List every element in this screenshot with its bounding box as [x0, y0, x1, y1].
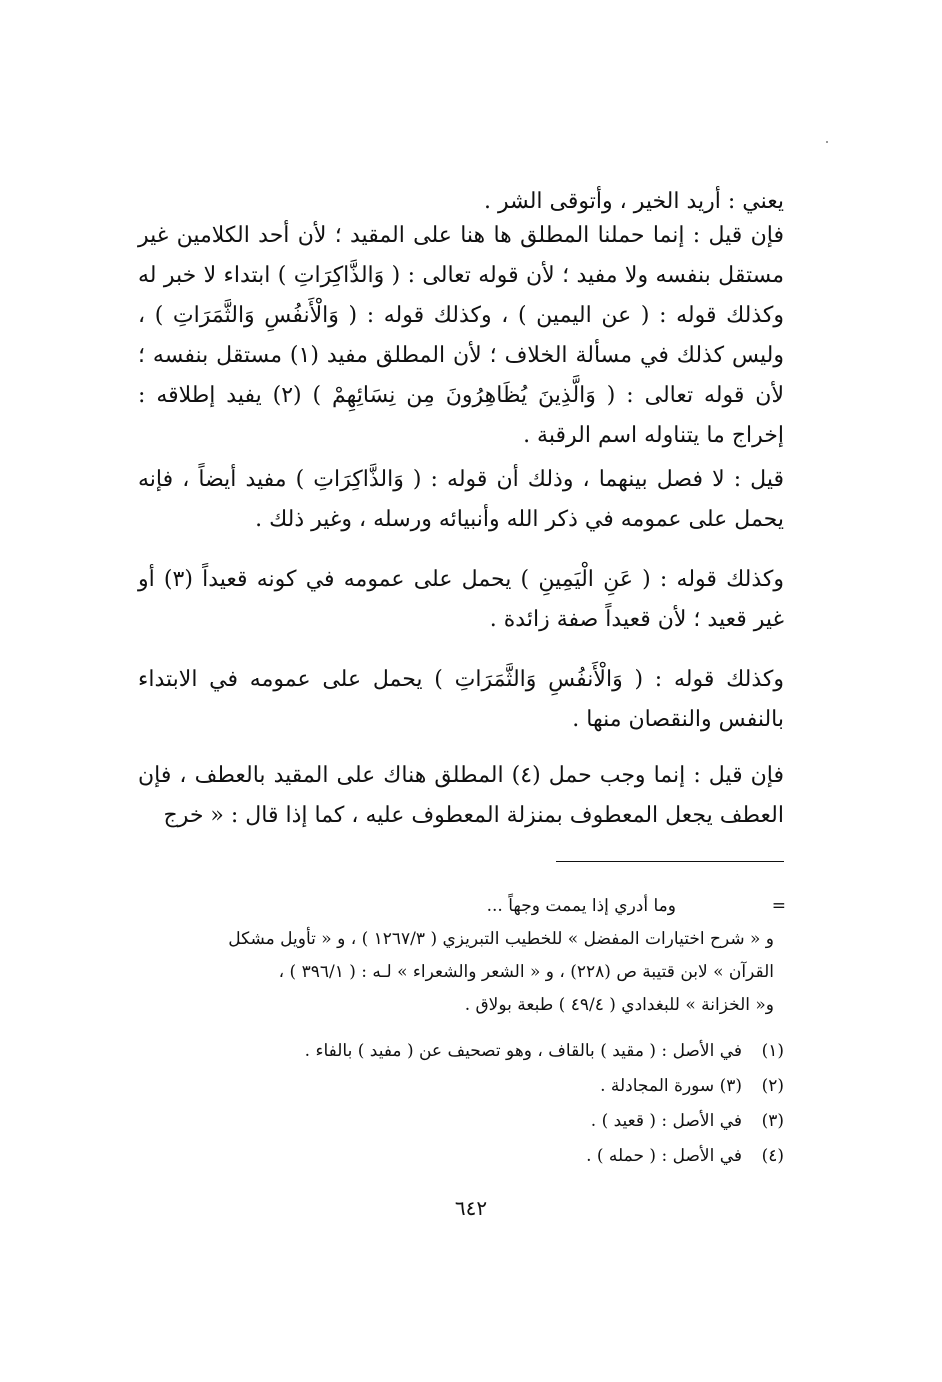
body-paragraph-3 — [138, 560, 784, 640]
paragraph-text: وكذلك قوله : ( عَنِ الْيَمِينِ ) يحمل على عمومه في كونه قعيداً (٣) أو غير قعيد ؛ لأن قعيداً صفة زائدة . — [138, 567, 784, 632]
paragraph-text: فإن قيل : إنما حملنا المطلق ها هنا على المقيد ؛ لأن أحد الكلامين غير مستقل بنفسه ولا مفيد ؛ لأن قوله تعالى : ( وَالذَّاكِرَاتِ ) ابتداء لا خبر له وكذلك قوله : ( عن اليمين ) ، وكذلك قوله : ( وَالْأَنفُسِ وَالثَّمَرَاتِ ) ، وليس كذلك في مسألة الخلاف ؛ لأن المطلق مفيد (١) مستقل بنفسه ؛ لأن قوله تعالى : ( وَالَّذِينَ يُظَاهِرُونَ مِن نِسَائِهِمْ ) (٢) يفيد إطلاقه : إخراج ما يتناوله اسم الرقبة . — [138, 223, 784, 448]
footnote-text: في الأصل : ( مقيد ) بالقاف ، وهو تصحيف عن ( مفيد ) بالفاء . — [304, 1041, 742, 1061]
continuation-line: و « شرح اختيارات المفضل » للخطيب التبريزي ( ١٢٦٧/٣ ) ، و « تأويل مشكل — [228, 929, 774, 949]
footnote-item — [140, 1069, 784, 1104]
footnote-number: (١) — [761, 1041, 784, 1061]
body-paragraph-2 — [138, 460, 784, 540]
scan-speck — [826, 141, 828, 143]
paragraph-text: قيل : لا فصل بينهما ، وذلك أن قوله : ( وَالذَّاكِرَاتِ ) مفيد أيضاً ، فإنه يحمل على عمومه في ذكر الله وأنبيائه ورسله ، وغير ذلك . — [138, 467, 784, 532]
footnote-number: (٢) — [761, 1076, 784, 1096]
footnotes-list — [140, 1034, 784, 1174]
footnote-item — [140, 1139, 784, 1174]
continuation-line: القرآن » لابن قتيبة ص (٢٢٨) ، و « الشعر والشعراء » لـه : ( ٣٩٦/١ ) ، — [278, 962, 774, 982]
continuation-marker: = — [771, 896, 786, 916]
footnote-item — [140, 1104, 784, 1139]
footnote-item — [140, 1034, 784, 1069]
footnote-text: في الأصل : ( قعيد ) . — [590, 1111, 742, 1131]
paragraph-text: وكذلك قوله : ( وَالْأَنفُسِ وَالثَّمَرَاتِ ) يحمل على عمومه في الابتداء بالنفس والنقصان منها . — [138, 667, 784, 732]
footnote-text: في الأصل : ( حمله ) . — [586, 1146, 742, 1166]
footnote-number: (٤) — [761, 1146, 784, 1166]
body-paragraph-5 — [138, 756, 784, 836]
footnote-text: (٣) سورة المجادلة . — [600, 1076, 742, 1096]
paragraph-text: فإن قيل : إنما وجب حمل (٤) المطلق هناك على المقيد بالعطف ، فإن العطف يجعل المعطوف بمنزلة المعطوف عليه ، كما إذا قال : « خرج — [138, 763, 785, 828]
body-paragraph-4 — [138, 660, 784, 740]
footnote-separator — [556, 861, 784, 862]
continuation-line: و« الخزانة » للبغدادي ( ٤٩/٤ ) طبعة بولاق . — [464, 995, 774, 1015]
footnote-continuation — [140, 890, 784, 1022]
body-paragraph-1 — [138, 216, 784, 456]
continuation-line: وما أدري إذا يممت وجهاً ... — [486, 896, 676, 916]
page-number: ٦٤٢ — [454, 1196, 488, 1220]
footnote-number: (٣) — [761, 1111, 784, 1131]
opening-line: يعني : أريد الخير ، وأتوقى الشر . — [483, 189, 784, 214]
